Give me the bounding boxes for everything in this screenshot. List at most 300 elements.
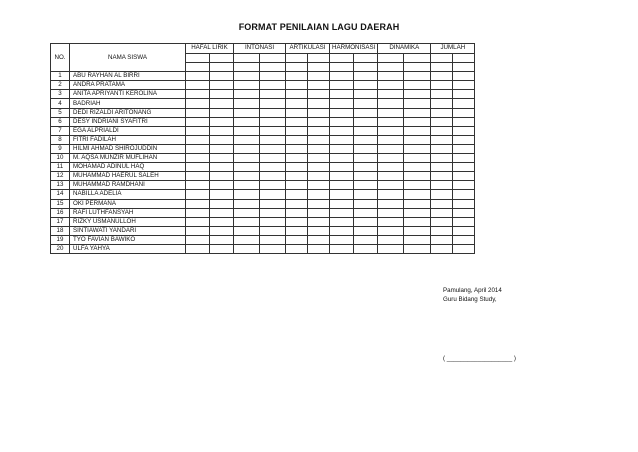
score-cell [234,108,260,117]
student-name: ABU RAYHAN AL BIRRI [70,72,186,81]
score-cell [186,235,210,244]
score-cell [186,190,210,199]
score-cell [308,163,330,172]
score-cell [234,181,260,190]
score-cell [378,154,404,163]
score-cell [260,235,286,244]
score-cell [286,226,308,235]
score-cell [378,163,404,172]
score-cell [286,90,308,99]
score-cell [378,72,404,81]
score-cell [431,199,453,208]
score-cell [286,172,308,181]
score-cell [431,154,453,163]
table-row [51,181,475,190]
score-cell [404,117,431,126]
score-cell [354,181,378,190]
row-number: 9 [51,144,70,153]
score-cell [308,72,330,81]
header-intonasi: INTONASI [234,44,286,54]
score-cell [260,99,286,108]
score-cell [330,217,354,226]
score-cell [260,144,286,153]
score-cell [260,181,286,190]
score-cell [260,163,286,172]
student-name: ANITA APRIYANTI KEROLINA [70,90,186,99]
row-number: 5 [51,108,70,117]
score-cell [431,126,453,135]
score-cell [330,72,354,81]
score-cell [308,217,330,226]
header-hafal-lirik: HAFAL LIRIK [186,44,234,54]
score-cell [260,135,286,144]
score-cell [186,135,210,144]
score-cell [286,217,308,226]
score-cell [210,126,234,135]
score-cell [260,126,286,135]
score-cell [286,244,308,253]
score-cell [286,81,308,90]
table-row [51,117,475,126]
student-name: ULFA YAHYA [70,244,186,253]
row-number: 8 [51,135,70,144]
table-row [51,235,475,244]
score-cell [286,99,308,108]
score-cell [404,72,431,81]
score-cell [453,199,475,208]
score-cell [286,235,308,244]
score-cell [260,199,286,208]
table-row [51,108,475,117]
score-cell [330,199,354,208]
score-cell [330,81,354,90]
score-cell [453,72,475,81]
score-cell [378,172,404,181]
score-cell [260,72,286,81]
score-cell [378,181,404,190]
score-cell [234,144,260,153]
student-name: DEDI RIZALDI ARITONANG [70,108,186,117]
score-cell [330,126,354,135]
score-cell [308,199,330,208]
table-row [51,199,475,208]
score-cell [234,208,260,217]
score-cell [404,108,431,117]
score-cell [186,117,210,126]
score-cell [234,199,260,208]
student-name: NABILLA ADELIA [70,190,186,199]
score-cell [453,172,475,181]
score-cell [354,226,378,235]
score-cell [453,217,475,226]
row-number: 16 [51,208,70,217]
score-cell [431,90,453,99]
score-cell [330,108,354,117]
table-row [51,72,475,81]
score-cell [210,235,234,244]
score-cell [378,126,404,135]
score-cell [210,135,234,144]
table-row [51,126,475,135]
score-cell [186,81,210,90]
score-cell [404,172,431,181]
score-cell [404,235,431,244]
score-cell [354,144,378,153]
table-row [51,163,475,172]
score-cell [260,226,286,235]
score-cell [330,163,354,172]
score-cell [234,72,260,81]
table-row [51,208,475,217]
score-cell [404,135,431,144]
score-cell [404,126,431,135]
score-cell [378,208,404,217]
score-cell [330,172,354,181]
score-cell [260,217,286,226]
score-cell [378,108,404,117]
table-row [51,81,475,90]
score-cell [186,126,210,135]
student-name: TYO FAVIAN BAWIKO [70,235,186,244]
score-cell [404,81,431,90]
score-cell [354,72,378,81]
score-cell [210,108,234,117]
student-name: MUHAMMAD HAERUL SALEH [70,172,186,181]
score-cell [378,190,404,199]
score-cell [234,217,260,226]
score-cell [354,81,378,90]
score-cell [186,208,210,217]
score-cell [308,99,330,108]
table-row [51,244,475,253]
score-cell [378,144,404,153]
student-name: OKI PERMANA [70,199,186,208]
row-number: 13 [51,181,70,190]
score-cell [404,226,431,235]
score-cell [186,154,210,163]
score-cell [354,90,378,99]
score-cell [210,154,234,163]
score-cell [404,208,431,217]
score-cell [286,135,308,144]
score-cell [453,126,475,135]
student-name: MOHAMAD ADINUL HAQ [70,163,186,172]
score-cell [210,163,234,172]
score-cell [431,181,453,190]
score-cell [234,226,260,235]
score-cell [431,135,453,144]
score-cell [453,181,475,190]
score-cell [453,117,475,126]
score-cell [286,117,308,126]
score-cell [286,199,308,208]
score-cell [286,126,308,135]
student-name: BADRIAH [70,99,186,108]
score-cell [431,190,453,199]
table-row [51,172,475,181]
header-name: NAMA SISWA [70,44,186,72]
table-row [51,99,475,108]
score-cell [286,208,308,217]
score-cell [330,135,354,144]
score-cell [404,217,431,226]
score-cell [354,235,378,244]
score-cell [431,226,453,235]
score-cell [260,172,286,181]
score-cell [234,99,260,108]
score-cell [431,217,453,226]
score-cell [286,154,308,163]
score-cell [186,90,210,99]
score-cell [308,244,330,253]
score-cell [186,99,210,108]
score-cell [210,181,234,190]
score-cell [210,144,234,153]
score-cell [186,217,210,226]
student-name: FITRI FADILAH [70,135,186,144]
student-name: ANDRA PRATAMA [70,81,186,90]
score-cell [453,208,475,217]
student-rows [51,72,475,254]
row-number: 18 [51,226,70,235]
table-row [51,90,475,99]
score-cell [308,135,330,144]
score-cell [404,154,431,163]
score-cell [308,108,330,117]
score-cell [260,81,286,90]
score-cell [286,72,308,81]
signature-place-date: Pamulang, April 2014 [443,287,502,294]
header-row [51,44,475,54]
row-number: 6 [51,117,70,126]
score-cell [286,108,308,117]
score-cell [431,99,453,108]
table-row [51,154,475,163]
row-number: 15 [51,199,70,208]
score-cell [354,135,378,144]
score-cell [330,208,354,217]
score-cell [453,135,475,144]
row-number: 3 [51,90,70,99]
score-cell [330,154,354,163]
score-cell [234,244,260,253]
score-cell [378,90,404,99]
score-cell [308,235,330,244]
score-cell [286,181,308,190]
page-title: FORMAT PENILAIAN LAGU DAERAH [238,22,400,32]
student-name: EGA ALPRIALDI [70,126,186,135]
score-cell [210,226,234,235]
score-cell [260,190,286,199]
score-cell [453,90,475,99]
score-cell [330,144,354,153]
row-number: 11 [51,163,70,172]
score-cell [431,72,453,81]
score-cell [186,163,210,172]
row-number: 2 [51,81,70,90]
score-cell [234,172,260,181]
score-cell [210,99,234,108]
score-cell [431,81,453,90]
score-cell [308,154,330,163]
score-cell [260,108,286,117]
score-cell [453,81,475,90]
score-cell [186,199,210,208]
student-name: M. AQSA MUNZIR MUFLIHAN [70,154,186,163]
score-cell [260,208,286,217]
row-number: 17 [51,217,70,226]
score-cell [330,181,354,190]
score-cell [286,144,308,153]
score-cell [186,226,210,235]
score-cell [453,190,475,199]
score-cell [453,144,475,153]
score-cell [308,181,330,190]
score-cell [330,235,354,244]
score-cell [431,108,453,117]
score-cell [378,117,404,126]
table-row [51,144,475,153]
score-cell [453,108,475,117]
score-cell [404,163,431,172]
score-cell [210,172,234,181]
score-cell [234,126,260,135]
score-cell [453,235,475,244]
score-cell [404,181,431,190]
score-cell [308,81,330,90]
score-cell [234,90,260,99]
signature-name-line: ( ___________________ ) [443,355,516,362]
table-row [51,217,475,226]
score-cell [431,163,453,172]
score-cell [431,117,453,126]
score-cell [210,244,234,253]
score-cell [308,90,330,99]
score-cell [354,172,378,181]
row-number: 4 [51,99,70,108]
student-name: DESY INDRIANI SYAFITRI [70,117,186,126]
student-name: HILMI AHMAD SHIROJUDDIN [70,144,186,153]
score-cell [330,226,354,235]
score-cell [186,144,210,153]
score-cell [186,108,210,117]
score-cell [234,154,260,163]
score-cell [453,154,475,163]
score-cell [378,99,404,108]
score-cell [186,244,210,253]
student-name: RIZKY USMANULLOH [70,217,186,226]
row-number: 1 [51,72,70,81]
header-jumlah: JUMLAH [431,44,475,54]
score-cell [210,90,234,99]
score-cell [378,199,404,208]
score-cell [453,163,475,172]
header-artikulasi: ARTIKULASI [286,44,330,54]
score-cell [354,126,378,135]
header-harmonisasi: HARMONISASI [330,44,378,54]
score-cell [210,81,234,90]
score-cell [308,117,330,126]
score-cell [354,190,378,199]
score-cell [404,244,431,253]
score-cell [453,244,475,253]
score-cell [260,117,286,126]
score-cell [354,117,378,126]
score-cell [378,81,404,90]
score-cell [260,244,286,253]
score-cell [330,90,354,99]
score-cell [210,217,234,226]
assessment-table [50,43,475,254]
row-number: 19 [51,235,70,244]
score-cell [431,208,453,217]
score-cell [330,99,354,108]
row-number: 10 [51,154,70,163]
row-number: 14 [51,190,70,199]
score-cell [234,190,260,199]
score-cell [378,244,404,253]
row-number: 20 [51,244,70,253]
score-cell [186,172,210,181]
score-cell [354,154,378,163]
score-cell [286,163,308,172]
score-cell [186,181,210,190]
score-cell [308,190,330,199]
score-cell [308,144,330,153]
score-cell [308,172,330,181]
score-cell [234,235,260,244]
score-cell [378,235,404,244]
table-row [51,190,475,199]
student-name: MUHAMMAD RAMDHANI [70,181,186,190]
score-cell [404,190,431,199]
score-cell [378,226,404,235]
student-name: RAFI LUTHFANSYAH [70,208,186,217]
score-cell [330,190,354,199]
score-cell [378,217,404,226]
header-dinamika: DINAMIKA [378,44,431,54]
score-cell [354,244,378,253]
score-cell [431,244,453,253]
row-number: 12 [51,172,70,181]
score-cell [330,244,354,253]
score-cell [354,99,378,108]
score-cell [186,72,210,81]
score-cell [378,135,404,144]
score-cell [354,217,378,226]
score-cell [308,226,330,235]
score-cell [431,235,453,244]
score-cell [234,163,260,172]
score-cell [404,144,431,153]
row-number: 7 [51,126,70,135]
score-cell [354,208,378,217]
score-cell [354,199,378,208]
score-cell [330,117,354,126]
score-cell [308,126,330,135]
score-cell [404,199,431,208]
signature-role: Guru Bidang Study, [443,296,497,303]
score-cell [286,190,308,199]
score-cell [453,99,475,108]
score-cell [234,117,260,126]
score-cell [234,135,260,144]
score-cell [210,208,234,217]
score-cell [210,72,234,81]
score-cell [404,99,431,108]
score-cell [431,172,453,181]
score-cell [210,199,234,208]
